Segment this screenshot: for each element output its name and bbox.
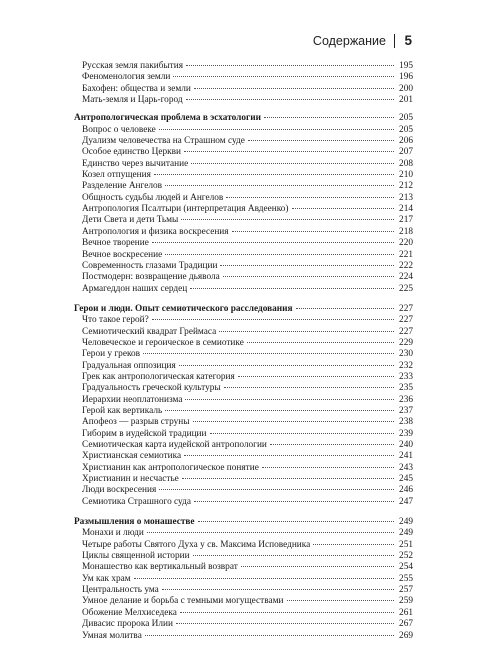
toc-page-number: 267 xyxy=(399,619,413,630)
running-header-title: Содержание xyxy=(312,33,386,48)
toc-entry-title: Градуальная оппозиция xyxy=(82,360,176,371)
toc-entry xyxy=(74,451,413,462)
toc-page-number: 214 xyxy=(399,204,413,215)
toc-page-number: 261 xyxy=(399,607,413,618)
dot-leader xyxy=(134,578,394,579)
toc-entry-title: Армагеддон наших сердец xyxy=(82,283,188,294)
toc-page-number: 232 xyxy=(399,360,413,371)
toc-entry xyxy=(74,338,413,349)
toc-page-number: 240 xyxy=(399,440,413,450)
toc-entry-title: Христианская семиотика xyxy=(82,451,182,462)
toc-entry-title: Люди воскресения xyxy=(82,485,157,496)
toc-page-number: 205 xyxy=(399,124,413,135)
toc-section-title: Герои и люди. Опыт семиотического расследования xyxy=(74,303,293,314)
toc-page-number: 227 xyxy=(399,303,413,314)
toc-page-number: 239 xyxy=(399,428,413,439)
toc-entry-title: Что такое герой? xyxy=(82,315,149,326)
toc-entry xyxy=(74,61,413,72)
dot-leader xyxy=(186,65,394,66)
toc-entry-title: Мать-земля и Царь-город xyxy=(82,95,183,106)
toc-page-number: 201 xyxy=(399,95,413,106)
dot-leader xyxy=(185,399,394,400)
dot-leader xyxy=(210,433,395,434)
dot-leader xyxy=(152,319,394,320)
toc-section-title: Антропологическая проблема в эсхатологии xyxy=(74,113,261,124)
toc-entry xyxy=(74,551,413,562)
toc-page-number: 233 xyxy=(399,371,413,382)
dot-leader xyxy=(262,467,394,468)
toc-page-number: 237 xyxy=(399,405,413,416)
toc-entry-title: Четыре работы Святого Духа у св. Максима Исповедника xyxy=(82,539,311,550)
dot-leader xyxy=(220,265,394,266)
toc-entry xyxy=(74,474,413,485)
dot-leader xyxy=(159,129,394,130)
toc-entry-title: Христианин и несчастье xyxy=(82,474,179,485)
toc-page-number: 257 xyxy=(399,585,413,596)
toc-entry xyxy=(74,540,413,551)
toc-entry xyxy=(74,327,413,338)
dot-leader xyxy=(226,197,394,198)
dot-leader xyxy=(287,600,395,601)
toc-entry xyxy=(74,361,413,372)
toc-page-number: 200 xyxy=(399,83,413,94)
toc-entry xyxy=(74,619,413,630)
toc-page-number: 227 xyxy=(399,326,413,337)
dot-leader xyxy=(143,353,394,354)
toc-entry xyxy=(74,562,413,573)
toc-entry-title: Семиотика Страшного суда xyxy=(82,496,191,507)
dot-leader xyxy=(190,288,394,289)
dot-leader xyxy=(145,635,394,636)
toc-entry xyxy=(74,72,413,83)
dot-leader xyxy=(241,566,394,567)
toc-entry-title: Обожение Мелхиседека xyxy=(82,607,177,618)
toc-page-number: 207 xyxy=(399,147,413,158)
toc-entry xyxy=(74,125,413,136)
toc-entry xyxy=(74,95,413,106)
toc-page-number: 208 xyxy=(399,158,413,169)
toc-page-number: 269 xyxy=(399,630,413,641)
dot-leader xyxy=(186,99,394,100)
dot-leader xyxy=(247,342,394,343)
toc-entry xyxy=(74,204,413,215)
toc-section-title: Размышления о монашестве xyxy=(74,517,195,528)
toc-entry-title: Христианин как антропологическое понятие xyxy=(82,462,259,473)
toc-entry xyxy=(74,193,413,204)
toc-page-number: 246 xyxy=(399,485,413,496)
toc-entry-title: Семиотический квадрат Греймаса xyxy=(82,326,217,337)
toc-entry-title: Бахофен: общества и земли xyxy=(82,83,191,94)
dot-leader xyxy=(191,163,394,164)
toc-entry-title: Градуальность греческой культуры xyxy=(82,383,221,394)
dot-leader xyxy=(193,421,394,422)
dot-leader xyxy=(238,376,394,377)
toc-section xyxy=(74,113,413,124)
toc-entry-title: Гиборим в иудейской традиции xyxy=(82,428,207,439)
toc-page-number: 217 xyxy=(399,215,413,226)
toc-page-number: 210 xyxy=(399,170,413,181)
header-divider xyxy=(394,34,396,48)
dot-leader xyxy=(179,365,394,366)
toc-entry xyxy=(74,284,413,295)
toc-entry xyxy=(74,159,413,170)
toc-page-number: 212 xyxy=(399,181,413,192)
toc-entry-title: Герои у греков xyxy=(82,349,141,360)
toc-entry-title: Иерархии неоплатонизма xyxy=(82,394,183,405)
toc-entry-title: Феноменология земли xyxy=(82,72,171,83)
toc-entry-title: Дивасис пророка Илии xyxy=(82,619,173,630)
dot-leader xyxy=(176,623,394,624)
toc-entry-title: Герой как вертикаль xyxy=(82,405,163,416)
toc-section xyxy=(74,304,413,315)
toc-entry xyxy=(74,181,413,192)
toc-page-number: 225 xyxy=(399,283,413,294)
toc-entry-title: Общность судьбы людей и Ангелов xyxy=(82,192,224,203)
toc-entry xyxy=(74,440,413,451)
dot-leader xyxy=(182,478,394,479)
toc-page-number: 252 xyxy=(399,551,413,562)
toc-entry-title: Единство через вычитание xyxy=(82,158,189,169)
dot-leader xyxy=(219,331,394,332)
toc-entry xyxy=(74,417,413,428)
table-of-contents xyxy=(74,61,413,642)
toc-entry-title: Монахи и люди xyxy=(82,528,144,539)
toc-page-number: 227 xyxy=(399,315,413,326)
running-header xyxy=(313,33,412,48)
toc-entry xyxy=(74,463,413,474)
dot-leader xyxy=(313,544,394,545)
toc-entry xyxy=(74,261,413,272)
dot-leader xyxy=(194,88,394,89)
toc-entry-title: Человеческое и героическое в семиотике xyxy=(82,337,244,348)
dot-leader xyxy=(198,521,394,522)
dot-leader xyxy=(184,455,394,456)
toc-entry-title: Козел отпущения xyxy=(82,170,151,181)
toc-entry xyxy=(74,395,413,406)
dot-leader xyxy=(154,174,394,175)
toc-entry xyxy=(74,315,413,326)
toc-page-number: 236 xyxy=(399,394,413,405)
toc-entry-title: Антропология Псалтыри (интерпретация Авдеенко) xyxy=(82,204,289,215)
dot-leader xyxy=(152,242,394,243)
toc-entry xyxy=(74,608,413,619)
toc-entry xyxy=(74,406,413,417)
toc-entry-title: Современность глазами Традиции xyxy=(82,260,218,271)
toc-page-number: 247 xyxy=(399,496,413,507)
toc-page-number: 251 xyxy=(399,539,413,550)
toc-page-number: 196 xyxy=(399,72,413,83)
toc-page-number: 206 xyxy=(399,136,413,147)
dot-leader xyxy=(181,219,394,220)
toc-page-number: 218 xyxy=(399,226,413,237)
toc-entry xyxy=(74,136,413,147)
dot-leader xyxy=(232,231,394,232)
toc-page-number: 221 xyxy=(399,249,413,260)
toc-entry xyxy=(74,485,413,496)
toc-entry xyxy=(74,238,413,249)
toc-page-number: 238 xyxy=(399,417,413,428)
toc-entry xyxy=(74,631,413,642)
dot-leader xyxy=(193,555,394,556)
toc-page-number: 241 xyxy=(399,451,413,462)
toc-entry-title: Циклы священной истории xyxy=(82,551,190,562)
toc-entry xyxy=(74,528,413,539)
toc-entry-title: Вопрос о человеке xyxy=(82,124,156,135)
toc-entry-title: Центральность ума xyxy=(82,585,159,596)
toc-page-number: 235 xyxy=(399,383,413,394)
toc-entry-title: Разделение Ангелов xyxy=(82,181,163,192)
toc-entry-title: Умное делание и борьба с темными могуществами xyxy=(82,596,284,607)
toc-page-number: 249 xyxy=(399,517,413,528)
toc-entry-title: Постмодерн: возвращение дьявола xyxy=(82,272,220,283)
toc-entry-title: Умная молитва xyxy=(82,630,142,641)
toc-page-number: 230 xyxy=(399,349,413,360)
toc-page-number: 245 xyxy=(399,474,413,485)
toc-entry xyxy=(74,497,413,508)
dot-leader xyxy=(292,208,394,209)
dot-leader xyxy=(165,185,394,186)
dot-leader xyxy=(296,308,394,309)
dot-leader xyxy=(184,151,394,152)
toc-entry xyxy=(74,383,413,394)
toc-entry xyxy=(74,372,413,383)
toc-entry-title: Антропология и физика воскресения xyxy=(82,226,229,237)
toc-entry xyxy=(74,349,413,360)
toc-page-number: 255 xyxy=(399,573,413,584)
dot-leader xyxy=(165,254,394,255)
toc-page-number: 213 xyxy=(399,192,413,203)
toc-entry xyxy=(74,585,413,596)
toc-section xyxy=(74,517,413,528)
dot-leader xyxy=(159,489,394,490)
toc-entry-title: Дети Света и дети Тьмы xyxy=(82,215,179,226)
toc-page-number: 205 xyxy=(399,113,413,124)
dot-leader xyxy=(223,276,394,277)
dot-leader xyxy=(162,589,394,590)
toc-entry xyxy=(74,272,413,283)
dot-leader xyxy=(224,387,394,388)
toc-entry xyxy=(74,147,413,158)
dot-leader xyxy=(270,444,394,445)
toc-entry-title: Вечное творение xyxy=(82,238,149,249)
toc-page-number: 229 xyxy=(399,337,413,348)
toc-entry xyxy=(74,215,413,226)
toc-entry-title: Семиотическая карта иудейской антропологии xyxy=(82,440,267,450)
toc-entry xyxy=(74,227,413,238)
toc-entry xyxy=(74,170,413,181)
toc-entry xyxy=(74,574,413,585)
toc-entry xyxy=(74,250,413,261)
toc-entry xyxy=(74,84,413,95)
toc-page-number: 259 xyxy=(399,596,413,607)
toc-page-number: 222 xyxy=(399,260,413,271)
toc-page-number: 195 xyxy=(399,61,413,71)
dot-leader xyxy=(248,140,394,141)
page-number: 5 xyxy=(404,33,412,48)
dot-leader xyxy=(194,501,394,502)
toc-page-number: 224 xyxy=(399,272,413,283)
toc-entry-title: Русская земля пакибытия xyxy=(82,61,183,71)
toc-entry-title: Дуализм человечества на Страшном суде xyxy=(82,136,245,147)
toc-page-number: 254 xyxy=(399,562,413,573)
toc-page-number: 220 xyxy=(399,238,413,249)
toc-entry-title: Вечное воскресение xyxy=(82,249,163,260)
toc-entry-title: Грек как антропологическая категория xyxy=(82,371,235,382)
dot-leader xyxy=(180,612,394,613)
dot-leader xyxy=(165,410,394,411)
toc-entry xyxy=(74,429,413,440)
toc-page-number: 249 xyxy=(399,528,413,539)
toc-entry-title: Монашество как вертикальный возврат xyxy=(82,562,238,573)
toc-entry xyxy=(74,596,413,607)
toc-entry-title: Ум как храм xyxy=(82,573,131,584)
toc-entry-title: Апофеоз — разрыв струны xyxy=(82,417,190,428)
dot-leader xyxy=(264,117,394,118)
toc-page-number: 243 xyxy=(399,462,413,473)
toc-entry-title: Особое единство Церкви xyxy=(82,147,181,158)
dot-leader xyxy=(147,532,394,533)
dot-leader xyxy=(173,76,394,77)
